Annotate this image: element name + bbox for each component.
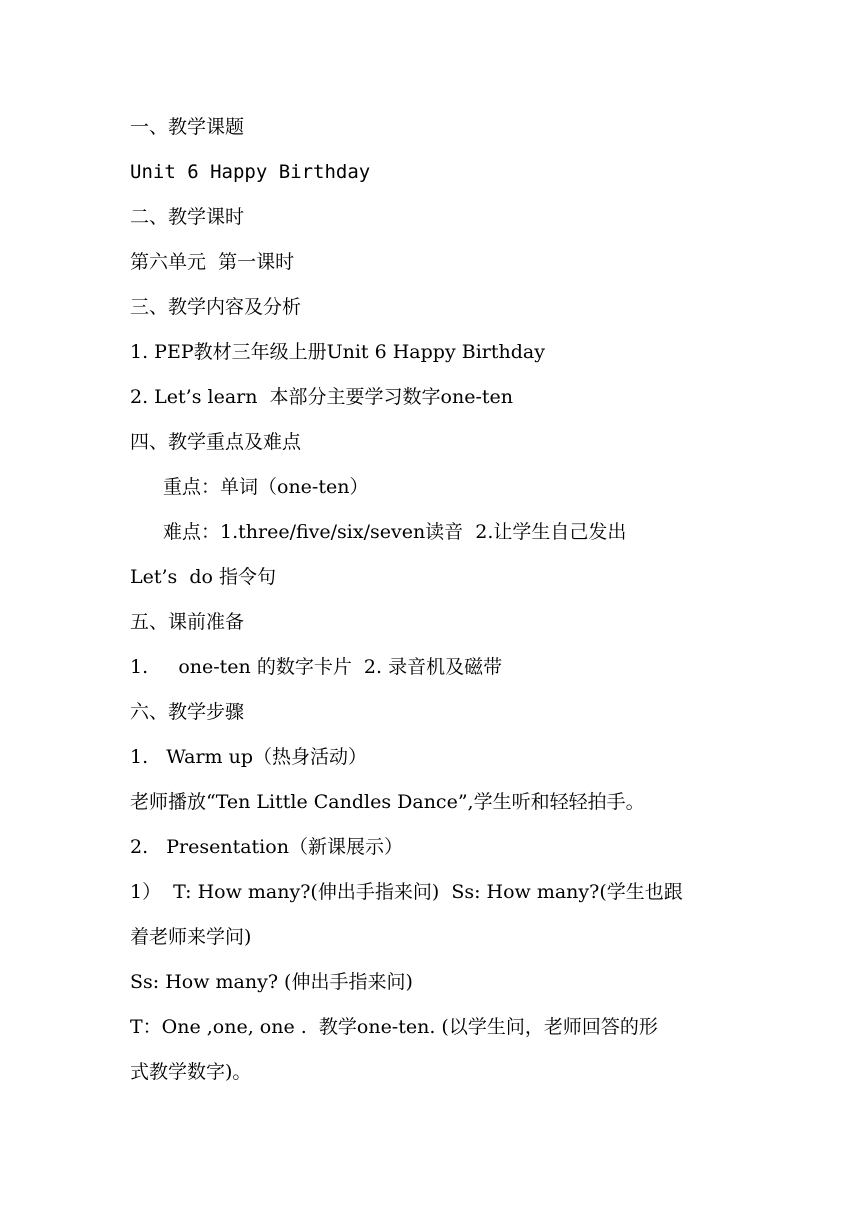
difficult-point-continued: Let’s do 指令句	[130, 566, 277, 588]
difficult-point-text: 难点：1.three/five/six/seven读音 2.让学生自己发出	[163, 521, 627, 543]
presentation-teacher-answer: T：One ,one, one . 教学one-ten. (以学生问，老师回答的形	[130, 1016, 658, 1038]
heading-lesson-title: 一、教学课题	[130, 116, 245, 138]
step-1-description: 老师播放“Ten Little Candles Dance”,学生听和轻轻拍手。	[130, 791, 645, 813]
preparation-text: 1. one-ten 的数字卡片 2. 录音机及磁带	[130, 656, 503, 678]
heading-lesson-period: 二、教学课时	[130, 206, 245, 228]
step-1-warm-up: 1. Warm up（热身活动）	[130, 746, 367, 768]
lesson-title-text: Unit 6 Happy Birthday	[130, 161, 371, 183]
content-item-1: 1. PEP教材三年级上册Unit 6 Happy Birthday	[130, 341, 545, 363]
heading-preparation: 五、课前准备	[130, 611, 245, 633]
content-item-2: 2. Let’s learn 本部分主要学习数字one-ten	[130, 386, 513, 408]
heading-content-analysis: 三、教学内容及分析	[130, 296, 302, 318]
presentation-substep-1: 1） T: How many?(伸出手指来问) Ss: How many?(学生也跟	[130, 881, 683, 903]
presentation-teacher-answer-continued: 式教学数字)。	[130, 1061, 252, 1083]
heading-teaching-steps: 六、教学步骤	[130, 701, 245, 723]
step-2-presentation: 2. Presentation（新课展示）	[130, 836, 403, 858]
presentation-student-question: Ss: How many? (伸出手指来问)	[130, 971, 413, 993]
lesson-period-text: 第六单元 第一课时	[130, 251, 295, 273]
presentation-substep-1-continued: 着老师来学问)	[130, 926, 252, 948]
key-point-text: 重点：单词（one-ten）	[163, 476, 369, 498]
heading-key-points: 四、教学重点及难点	[130, 431, 302, 453]
